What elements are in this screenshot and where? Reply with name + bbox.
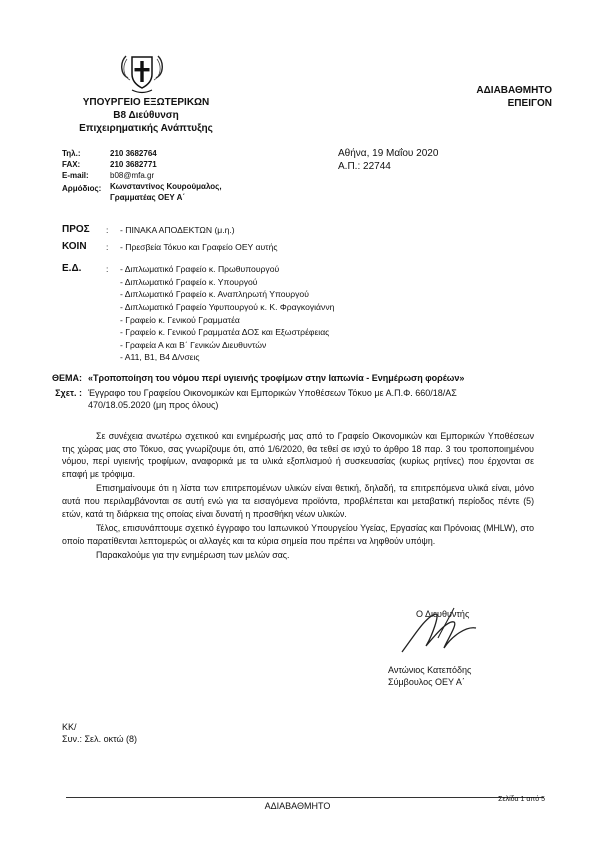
responsible-title: Γραμματέας ΟΕΥ Α΄	[110, 193, 186, 202]
subject-text: «Τροποποίηση του νόμου περί υγιεινής τροφίμων στην Ιαπωνία - Ενημέρωση φορέων»	[88, 373, 465, 383]
signatory-title: Σύμβουλος ΟΕΥ Α΄	[388, 677, 465, 687]
internal-item: - Διπλωματικό Γραφείο κ. Υπουργού	[120, 276, 258, 287]
place-date: Αθήνα, 19 Μαΐου 2020	[338, 148, 439, 159]
signatory-role: Ο Διευθυντής	[416, 609, 470, 619]
protocol-number: Α.Π.: 22744	[338, 161, 391, 172]
internal-item: - Γραφείο κ. Γενικού Γραμματέα ΔΟΣ και Εξωστρέφειας	[120, 327, 330, 338]
internal-separator: :	[106, 264, 109, 275]
internal-item: - Διπλωματικό Γραφείο Υφυπουργού κ. Κ. Φραγκογιάννη	[120, 301, 335, 312]
signature-block	[388, 608, 471, 688]
classification-label: ΑΔΙΑΒΑΘΜΗΤΟ	[476, 85, 552, 96]
cc-label: ΚΟΙΝ	[62, 240, 87, 252]
recipients-block	[62, 224, 334, 364]
internal-item: - Γραφεία Α και Β΄ Γενικών Διευθυντών	[120, 339, 267, 350]
email-value[interactable]: b08@mfa.gr	[110, 171, 155, 180]
classification-header	[476, 84, 552, 110]
to-separator: :	[106, 225, 109, 235]
urgency-label: ΕΠΕΙΓΟΝ	[507, 98, 552, 109]
reference-text: Έγγραφο του Γραφείου Οικονομικών και Εμπορικών Υποθέσεων Τόκυο με Α.Π.Φ. 660/18/ΑΣ 470/18.05.2020 (μη προς όλους)	[88, 388, 457, 410]
fax-label: FAX:	[62, 160, 81, 169]
subject-label: ΘΕΜΑ:	[52, 373, 82, 383]
to-label: ΠΡΟΣ	[62, 224, 90, 235]
to-item: - ΠΙΝΑΚΑ ΑΠΟΔΕΚΤΩΝ (μ.η.)	[120, 225, 235, 235]
signatory-name: Αντώνιος Κατεπόδης	[388, 665, 472, 675]
contact-block	[62, 148, 222, 203]
internal-label: Ε.Δ.	[62, 263, 82, 275]
cc-separator: :	[106, 241, 109, 252]
internal-item: - Α11, Β1, Β4 Δ/νσεις	[120, 352, 200, 363]
responsible-name: Κωνσταντίνος Κουρούμαλος,	[110, 182, 222, 191]
handwritten-signature	[388, 620, 471, 664]
body-paragraph: Παρακαλούμε για την ενημέρωση των μελών σας.	[96, 550, 290, 561]
footer-classification: ΑΔΙΑΒΑΘΜΗΤΟ	[264, 801, 331, 811]
internal-item: - Γραφείο κ. Γενικού Γραμματέα	[120, 314, 240, 325]
directorate: Β8 Διεύθυνση	[113, 110, 179, 121]
ministry-header	[40, 96, 252, 135]
tel-value: 210 3682764	[110, 149, 157, 158]
reference-label: Σχετ. :	[55, 388, 82, 398]
page-number: Σελίδα 1 από 5	[498, 796, 545, 803]
attachments-count: Συν.: Σελ. οκτώ (8)	[62, 734, 138, 744]
fax-value: 210 3682771	[110, 160, 157, 169]
initials: ΚΚ/	[62, 722, 77, 732]
footer-notes	[62, 721, 137, 745]
footer-divider	[66, 797, 544, 798]
body-paragraph: Τέλος, επισυνάπτουμε σχετικό έγγραφο του Ιαπωνικού Υπουργείου Υγείας, Εργασίας και Πρόνοιας (MHLW), στο οποίο παρατίθενται λεπτομερώς οι αλλαγές και τα κύρια σημεία που πρέπει να ληφθούν υπόψη.	[62, 523, 534, 546]
internal-item: - Διπλωματικό Γραφείο κ. Αναπληρωτή Υπουργού	[120, 289, 309, 300]
internal-item: - Διπλωματικό Γραφείο κ. Πρωθυπουργού	[120, 264, 280, 275]
letter-body	[62, 430, 534, 564]
directorate-scope: Επιχειρηματικής Ανάπτυξης	[79, 123, 213, 134]
date-block	[338, 147, 438, 173]
tel-label: Τηλ.:	[62, 149, 81, 158]
body-paragraph: Επισημαίνουμε ότι η λίστα των επιτρεπομένων υλικών είναι θετική, δηλαδή, τα επιτρεπόμενα υλικά είναι, μόνο αυτά που περιλαμβάνονται σε αυτή ενώ για τα εισαγόμενα προϊόντα, προβλέπεται και μεταβατική περίοδος πέντε (5) ετών, κατά τη διάρκεια της οποίας είναι δυνατή η προσθήκη νέων υλικών.	[62, 483, 534, 519]
responsible-label: Αρμόδιος:	[62, 184, 102, 193]
body-paragraph: Σε συνέχεια ανωτέρω σχετικού και ενημέρωσής μας από το Γραφείο Οικονομικών και Εμπορικών Υποθέσεων της χώρας μας στο Τόκυο, σας γνωρίζουμε ότι, από 1/6/2020, θα τεθεί σε ισχύ το άρθρο 18 παρ. 3 του τροποποιημένου νόμου, περί υγιεινής τροφίμων, αναφορικά με τα υλικά εξοπλισμού ή συσκευασίας (κυρίως ρητίνες) που έρχονται σε επαφή με τρόφιμα.	[62, 431, 534, 479]
email-label: E-mail:	[62, 171, 89, 180]
subject-block	[26, 372, 506, 411]
coat-of-arms-emblem	[118, 52, 166, 96]
ministry-name: ΥΠΟΥΡΓΕΙΟ ΕΞΩΤΕΡΙΚΩΝ	[82, 97, 210, 108]
cc-item: - Πρεσβεία Τόκυο και Γραφείο ΟΕΥ αυτής	[120, 241, 278, 252]
